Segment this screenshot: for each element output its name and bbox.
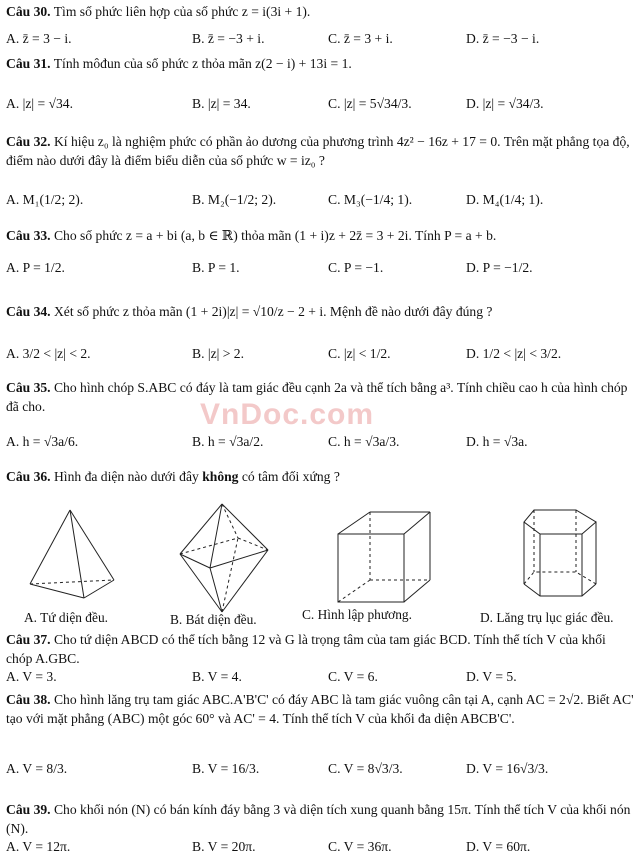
- option-b[interactable]: B. |z| > 2.: [192, 346, 244, 361]
- option-a[interactable]: A. 3/2 < |z| < 2.: [6, 346, 91, 361]
- octahedron-figure: [176, 502, 272, 614]
- option-c[interactable]: C. |z| = 5√34/3.: [328, 96, 412, 111]
- option-d[interactable]: D. |z| = √34/3.: [466, 96, 544, 111]
- question-text: Cho hình chóp S.ABC có đáy là tam giác đều cạnh 2a và thể tích bằng a³. Tính chiều cao h của hình chóp đã cho.: [6, 380, 628, 414]
- question-text: Cho tứ diện ABCD có thể tích bằng 12 và G là trọng tâm của tam giác BCD. Tính thể tích V của khối chóp A.GBC.: [6, 632, 606, 666]
- option-d[interactable]: D. V = 5.: [466, 669, 517, 684]
- option-a[interactable]: A. z̄ = 3 − i.: [6, 31, 72, 46]
- question-number: Câu 35.: [6, 380, 51, 395]
- question-38: [6, 690, 634, 728]
- option-c[interactable]: C. V = 36π.: [328, 839, 392, 854]
- question-text: Kí hiệu z₀ là nghiệm phức có phần ảo dương của phương trình 4z² − 16z + 17 = 0. Trên mặt phẳng tọa độ, điểm nào dưới đây là điểm biểu diễn của số phức w = iz₀ ?: [6, 134, 630, 168]
- option-a[interactable]: A. h = √3a/6.: [6, 434, 79, 449]
- option-d[interactable]: D. 1/2 < |z| < 3/2.: [466, 346, 562, 361]
- watermark: VnDoc.com: [200, 398, 375, 431]
- cube-figure: [334, 510, 434, 606]
- option-d[interactable]: D. V = 16√3/3.: [466, 761, 549, 776]
- option-a[interactable]: A. Tứ diện đều.: [24, 610, 108, 625]
- option-d[interactable]: D. M₄(1/4; 1).: [466, 192, 544, 207]
- question-number: Câu 39.: [6, 802, 51, 817]
- question-number: Câu 37.: [6, 632, 51, 647]
- options-39: [6, 836, 634, 858]
- question-number: Câu 32.: [6, 134, 51, 149]
- option-c[interactable]: C. h = √3a/3.: [328, 434, 400, 449]
- question-text: Cho hình lăng trụ tam giác ABC.A'B'C' có đáy ABC là tam giác vuông cân tại A, cạnh AC = 2√2. Biết AC' tạo với mặt phẳng (ABC) một góc 60° và AC' = 4. Tính thể tích V của khối đa diện ABCB'C'.: [6, 692, 634, 726]
- option-a[interactable]: A. |z| = √34.: [6, 96, 74, 111]
- options-31: [6, 87, 634, 121]
- question-32: [6, 132, 634, 170]
- question-33: [6, 226, 634, 245]
- question-text: Tìm số phức liên hợp của số phức z = i(3i + 1).: [53, 4, 311, 19]
- question-34: [6, 302, 634, 321]
- question-37: [6, 630, 634, 668]
- option-b[interactable]: B. P = 1.: [192, 260, 240, 275]
- options-34: [6, 337, 634, 371]
- question-text-post: có tâm đối xứng ?: [241, 469, 340, 484]
- tetrahedron-figure: [28, 508, 118, 600]
- option-c[interactable]: C. M₃(−1/4; 1).: [328, 192, 413, 207]
- option-c[interactable]: C. Hình lập phương.: [302, 607, 412, 622]
- option-a[interactable]: A. M₁(1/2; 2).: [6, 192, 84, 207]
- question-number: Câu 38.: [6, 692, 51, 707]
- option-b[interactable]: B. M₂(−1/2; 2).: [192, 192, 277, 207]
- question-text: Tính môđun của số phức z thỏa mãn z(2 − i) + 13i = 1.: [53, 56, 352, 71]
- question-36: [6, 467, 634, 486]
- option-d[interactable]: D. V = 60π.: [466, 839, 531, 854]
- option-d[interactable]: D. h = √3a.: [466, 434, 528, 449]
- question-35: [6, 378, 634, 416]
- option-d[interactable]: D. z̄ = −3 − i.: [466, 31, 540, 46]
- option-b[interactable]: B. |z| = 34.: [192, 96, 251, 111]
- question-number: Câu 31.: [6, 56, 51, 71]
- question-39: [6, 800, 634, 838]
- options-30: [6, 22, 634, 56]
- option-c[interactable]: C. V = 8√3/3.: [328, 761, 403, 776]
- option-c[interactable]: C. |z| < 1/2.: [328, 346, 391, 361]
- options-35: [6, 425, 634, 459]
- option-b[interactable]: B. z̄ = −3 + i.: [192, 31, 265, 46]
- question-text-pre: Hình đa diện nào dưới đây: [53, 469, 199, 484]
- question-text-emphasis: không: [202, 469, 239, 484]
- option-c[interactable]: C. V = 6.: [328, 669, 378, 684]
- option-a[interactable]: A. V = 8/3.: [6, 761, 68, 776]
- option-b[interactable]: B. V = 16/3.: [192, 761, 260, 776]
- options-38: [6, 752, 634, 786]
- option-a[interactable]: A. P = 1/2.: [6, 260, 65, 275]
- question-number: Câu 36.: [6, 469, 51, 484]
- option-b[interactable]: B. V = 20π.: [192, 839, 256, 854]
- options-32: [6, 183, 634, 217]
- option-d[interactable]: D. Lăng trụ lục giác đều.: [480, 610, 614, 625]
- question-number: Câu 30.: [6, 4, 51, 19]
- question-31: [6, 54, 634, 73]
- option-a[interactable]: A. V = 12π.: [6, 839, 71, 854]
- option-d[interactable]: D. P = −1/2.: [466, 260, 533, 275]
- options-37: [6, 664, 634, 690]
- question-number: Câu 34.: [6, 304, 51, 319]
- question-text: Cho khối nón (N) có bán kính đáy bằng 3 và diện tích xung quanh bằng 15π. Tính thể tích V của khối nón (N).: [6, 802, 631, 836]
- option-c[interactable]: C. z̄ = 3 + i.: [328, 31, 393, 46]
- option-c[interactable]: C. P = −1.: [328, 260, 384, 275]
- option-a[interactable]: A. V = 3.: [6, 669, 57, 684]
- option-b[interactable]: B. Bát diện đều.: [170, 612, 257, 627]
- question-text: Cho số phức z = a + bi (a, b ∈ ℝ) thỏa mãn (1 + i)z + 2z̄ = 3 + 2i. Tính P = a + b.: [53, 228, 497, 243]
- options-33: [6, 251, 634, 285]
- option-b[interactable]: B. V = 4.: [192, 669, 242, 684]
- question-number: Câu 33.: [6, 228, 51, 243]
- option-b[interactable]: B. h = √3a/2.: [192, 434, 264, 449]
- hexagonal-prism-figure: [520, 504, 600, 608]
- question-text: Xét số phức z thỏa mãn (1 + 2i)|z| = √10/z − 2 + i. Mệnh đề nào dưới đây đúng ?: [53, 304, 493, 319]
- question-30: [6, 2, 634, 21]
